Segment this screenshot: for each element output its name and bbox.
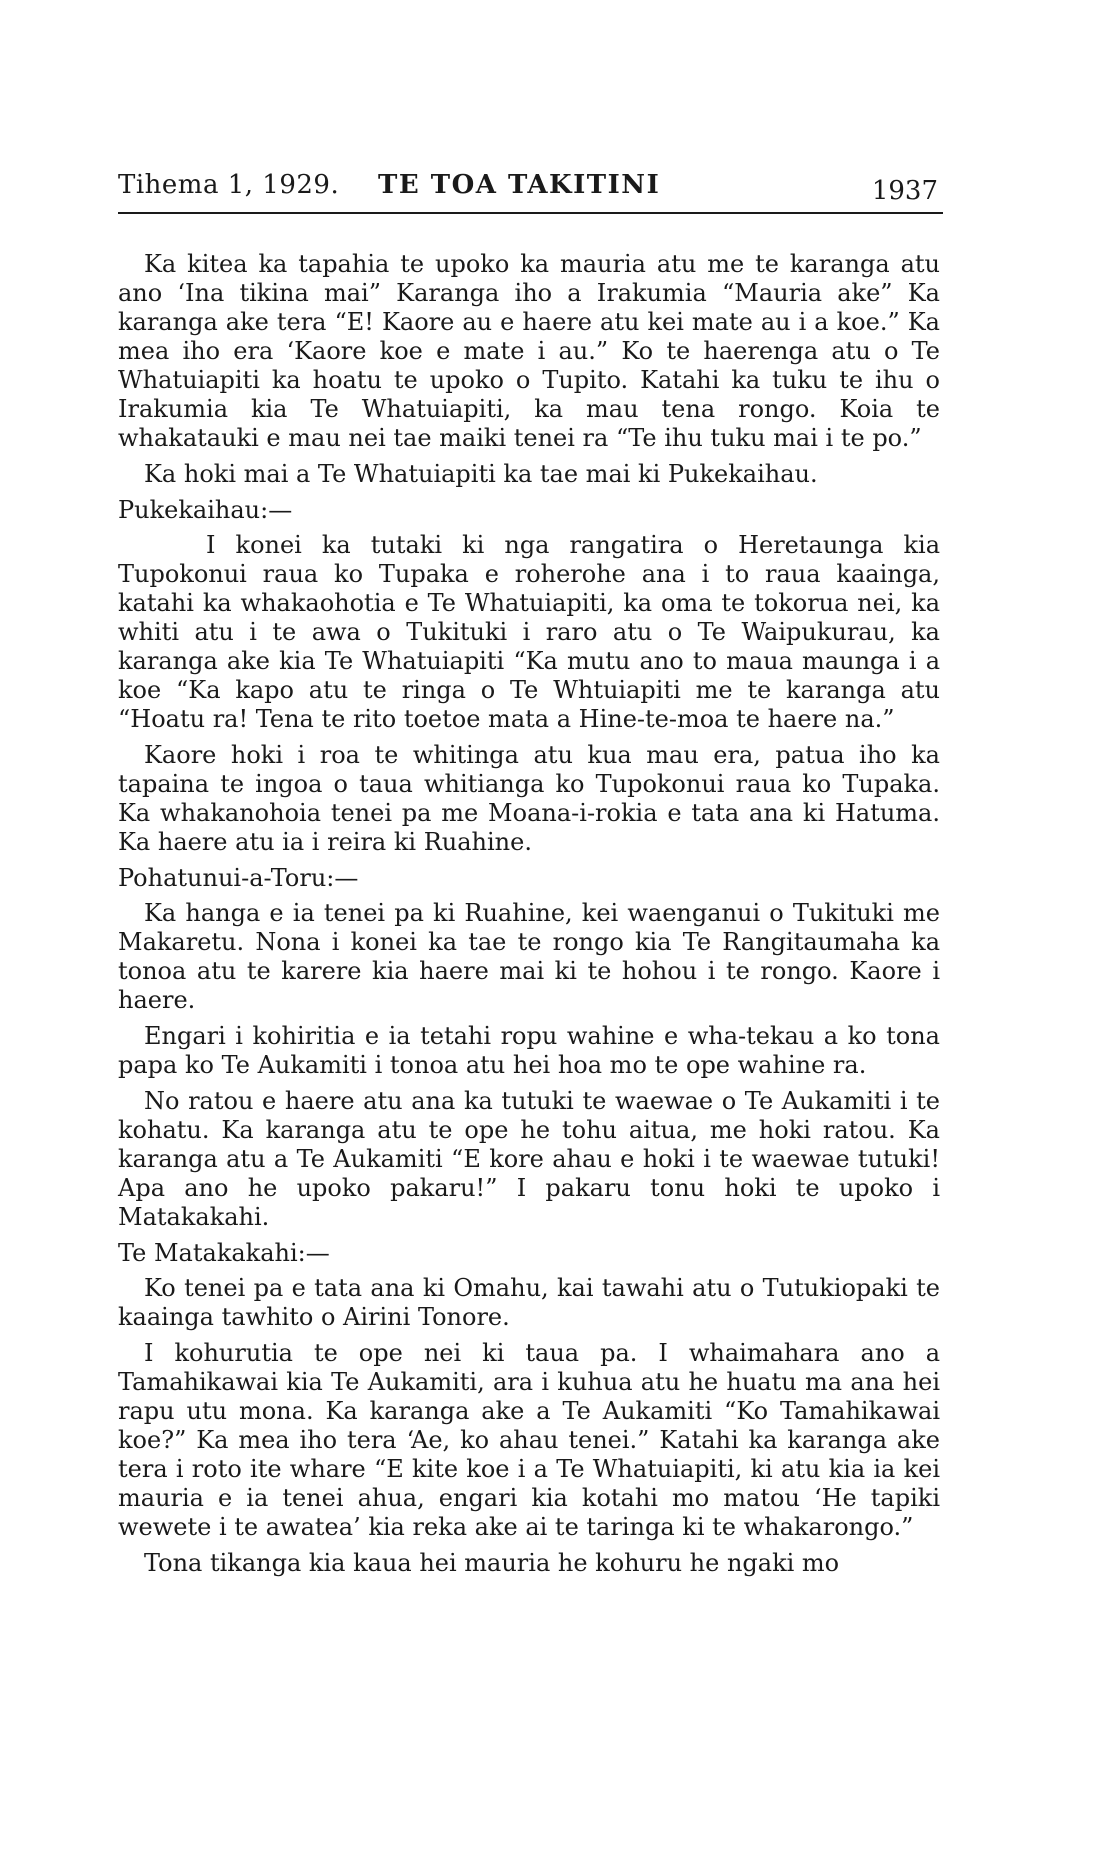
- paragraph: I konei ka tutaki ki nga rangatira o Heretaunga kia Tupokonui raua ko Tupaka e roherohe ana i to raua kaainga, katahi ka whakaohotia e Te Whatuiapiti, ka oma te tokorua nei, ka whiti atu i te awa o Tukituki i raro atu o Te Waipukurau, ka karanga ake kia Te Whatuiapiti “Ka mutu ano to maua maunga i a koe “Ka kapo atu te ringa o Te Whtuiapiti me te karanga atu “Hoatu ra! Tena te rito toetoe mata a Hine-te-moa te haere na.”: [118, 531, 940, 733]
- header-rule: [118, 212, 943, 214]
- section-heading: Te Matakakahi:—: [118, 1239, 330, 1267]
- paragraph: Engari i kohiritia e ia tetahi ropu wahine e wha-tekau a ko tona papa ko Te Aukamiti i tonoa atu hei hoa mo te ope wahine ra.: [118, 1022, 940, 1079]
- paragraph: Ka kitea ka tapahia te upoko ka mauria atu me te karanga atu ano ‘Ina tikina mai” Karanga iho a Irakumia “Mauria ake” Ka karanga ake tera “E! Kaore au e haere atu kei mate au i a koe.” Ka mea iho era ‘Kaore koe e mate i au.” Ko te haerenga atu o Te Whatuiapiti ka hoatu te upoko o Tupito. Katahi ka tuku te ihu o Irakumia kia Te Whatuiapiti, ka mau tena rongo. Koia te whakatauki e mau nei tae maiki tenei ra “Te ihu tuku mai i te po.”: [118, 250, 940, 452]
- paragraph: Kaore hoki i roa te whitinga atu kua mau era, patua iho ka tapaina te ingoa o taua whitianga ko Tupokonui raua ko Tupaka. Ka whakanohoia tenei pa me Moana-i-rokia e tata ana ki Hatuma. Ka haere atu ia i reira ki Ruahine.: [118, 741, 940, 856]
- paragraph: Ka hoki mai a Te Whatuiapiti ka tae mai ki Pukekaihau.: [144, 460, 818, 488]
- paragraph: Ka hanga e ia tenei pa ki Ruahine, kei waenganui o Tukituki me Makaretu. Nona i konei ka tae te rongo kia Te Rangitaumaha ka tonoa atu te karere kia haere mai ki te hohou i te rongo. Kaore i haere.: [118, 899, 940, 1014]
- paragraph: I kohurutia te ope nei ki taua pa. I whaimahara ano a Tamahikawai kia Te Aukamiti, ara i kuhua atu he huatu ma ana hei rapu utu mona. Ka karanga ake a Te Aukamiti “Ko Tamahikawai koe?” Ka mea iho tera ‘Ae, ko ahau tenei.” Katahi ka karanga ake tera i roto ite whare “E kite koe i a Te Whatuiapiti, ki atu kia ia kei mauria e ia tenei ahua, engari kia kotahi mo matou ‘He tapiki wewete i te awatea’ kia reka ake ai te taringa ki te whakarongo.”: [118, 1339, 940, 1541]
- section-heading: Pukekaihau:—: [118, 496, 293, 524]
- page-header: [118, 170, 938, 210]
- page-number: 1937: [871, 176, 938, 206]
- article-body: [118, 250, 940, 1585]
- paragraph: Tona tikanga kia kaua hei mauria he kohuru he ngaki mo: [144, 1549, 840, 1577]
- header-date: Tihema 1, 1929.: [118, 170, 340, 200]
- paragraph: No ratou e haere atu ana ka tutuki te waewae o Te Aukamiti i te kohatu. Ka karanga atu te ope he tohu aitua, me hoki ratou. Ka karanga atu a Te Aukamiti “E kore ahau e hoki i te waewae tutuki! Apa ano he upoko pakaru!” I pakaru tonu hoki te upoko i Matakakahi.: [118, 1087, 940, 1231]
- section-heading: Pohatunui-a-Toru:—: [118, 864, 359, 892]
- paragraph: Ko tenei pa e tata ana ki Omahu, kai tawahi atu o Tutukiopaki te kaainga tawhito o Airini Tonore.: [118, 1274, 940, 1331]
- header-title: TE TOA TAKITINI: [378, 170, 661, 200]
